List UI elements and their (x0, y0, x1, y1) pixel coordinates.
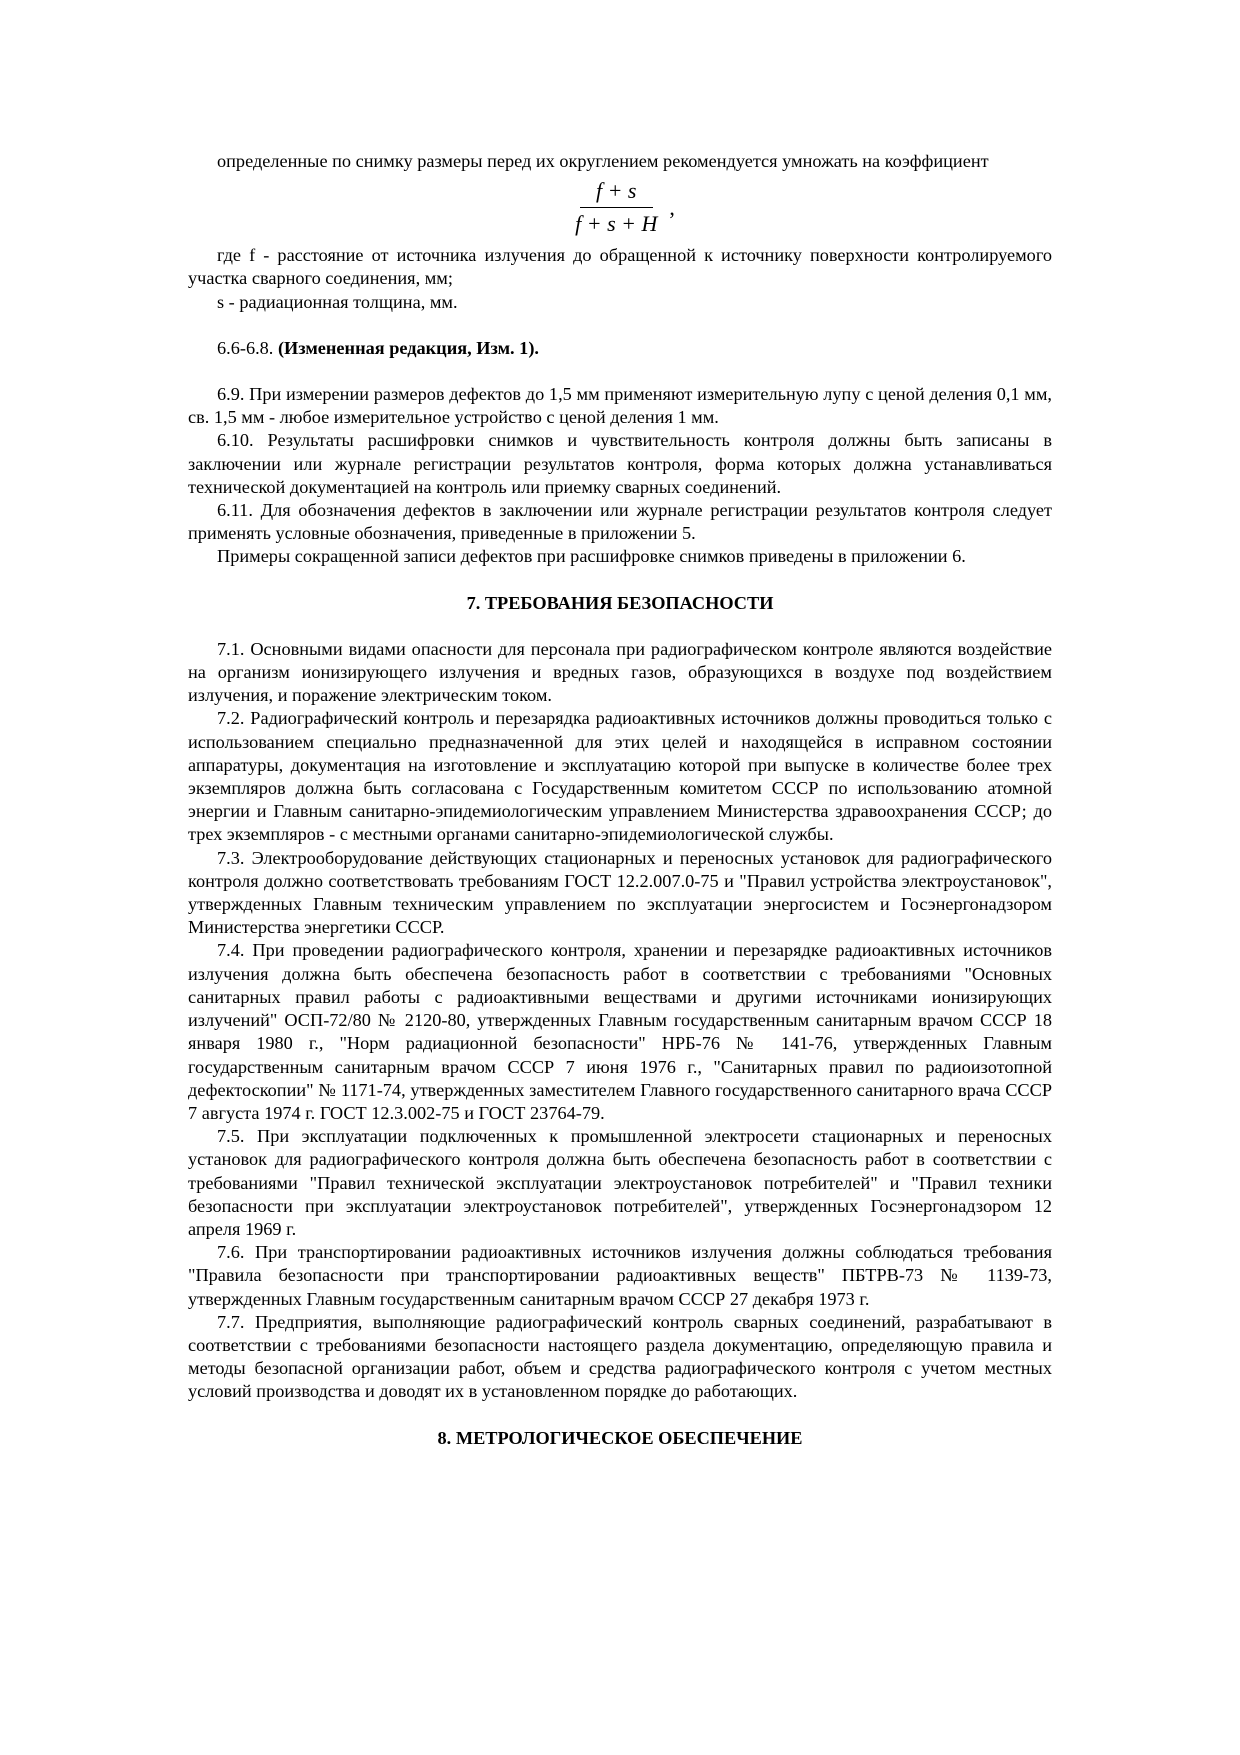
paragraph-7-2: 7.2. Радиографический контроль и перезарядка радиоактивных источников должны проводиться только с использованием специально предназначенной для этих целей и находящейся в исправном состоянии аппаратуры, документация на изготовление и эксплуатацию которой при выпуске в количестве более трех экземпляров должна быть согласована с Государственным комитетом СССР по использованию атомной энергии и Главным санитарно-эпидемиологическим управлением Министерства здравоохранения СССР; до трех экземпляров - с местными органами санитарно-эпидемиологической службы. (188, 708, 1052, 845)
paragraph-7-3: 7.3. Электрооборудование действующих стационарных и переносных установок для радиографического контроля должно соответствовать требованиям ГОСТ 12.2.007.0-75 и "Правил устройства электроустановок", утвержденных Главным техническим управлением по эксплуатации энергосистем и Госэнергонадзором Министерства энергетики СССР. (188, 847, 1052, 938)
document-page (188, 150, 1052, 1450)
section-7-heading: 7. ТРЕБОВАНИЯ БЕЗОПАСНОСТИ (466, 592, 774, 613)
paragraph-6-6-bold: (Измененная редакция, Изм. 1). (277, 337, 539, 358)
formula-fraction (565, 177, 667, 238)
paragraph-s-definition: s - радиационная толщина, мм. (217, 291, 458, 312)
spacer (188, 569, 1052, 592)
formula-denominator: f + s + H (575, 211, 658, 237)
paragraph-7-1: 7.1. Основными видами опасности для персонала при радиографическом контроле являются воздействие на организм ионизирующего излучения и вредных газов, образующихся в воздухе под воздействием излучения, и поражение электрическим током. (188, 638, 1052, 706)
paragraph-7-6: 7.6. При транспортировании радиоактивных источников излучения должны соблюдаться требования "Правила безопасности при транспортировании радиоактивных веществ" ПБТРВ-73 № 1139-73, утвержденных Главным государственным санитарным врачом СССР 27 декабря 1973 г. (188, 1242, 1052, 1309)
spacer (188, 615, 1052, 638)
paragraph-6-6-prefix: 6.6-6.8. (217, 337, 278, 358)
paragraph-7-4: 7.4. При проведении радиографического контроля, хранении и перезарядке радиоактивных источников излучения должна быть обеспечена безопасность работ в соответствии с требованиями "Основных санитарных правил работы с радиоактивными веществами и другими источниками ионизирующих излучений" ОСП-72/80 № 2120-80, утвержденных Главным государственным санитарным врачом СССР 18 января 1980 г., "Норм радиационной безопасности" НРБ-76 № 141-76, утвержденных Главным государственным санитарным врачом СССР 7 июня 1976 г., "Санитарных правил по радиоизотопной дефектоскопии" № 1171-74, утвержденных заместителем Главного государственного санитарного врача СССР 7 августа 1974 г. ГОСТ 12.3.002-75 и ГОСТ 23764-79. (188, 940, 1052, 1123)
paragraph-7-5: 7.5. При эксплуатации подключенных к промышленной электросети стационарных и переносных установок для радиографического контроля должна быть обеспечена безопасность работ в соответствии с требованиями "Правил технической эксплуатации электроустановок потребителей" и "Правил техники безопасности при эксплуатации электроустановок потребителей", утвержденных Госэнергонадзором 12 апреля 1969 г. (188, 1126, 1052, 1239)
formula-numerator: f + s (580, 177, 653, 208)
spacer (188, 1404, 1052, 1427)
formula-comma: , (669, 195, 675, 221)
spacer (188, 314, 1052, 337)
paragraph-7-7: 7.7. Предприятия, выполняющие радиографический контроль сварных соединений, разрабатывают в соответствии с требованиями безопасности настоящего раздела документацию, определяющую правила и методы безопасной организации работ, объем и средства радиографического контроля с учетом местных условий производства и доводят их в установленном порядке до работающих. (188, 1311, 1052, 1402)
paragraph-examples: Примеры сокращенной записи дефектов при расшифровке снимков приведены в приложении 6. (217, 546, 966, 567)
paragraph-6-10: 6.10. Результаты расшифровки снимков и чувствительность контроля должны быть записаны в заключении или журнале регистрации результатов контроля, форма которых должна устанавливаться технической документацией на контроль или приемку сварных соединений. (188, 430, 1052, 497)
paragraph-6-6-6-8 (188, 337, 1052, 360)
formula-coefficient (188, 177, 1052, 238)
section-8-heading: 8. МЕТРОЛОГИЧЕСКОЕ ОБЕСПЕЧЕНИЕ (437, 1427, 803, 1448)
paragraph-6-11: 6.11. Для обозначения дефектов в заключении или журнале регистрации результатов контроля следует применять условные обозначения, приведенные в приложении 5. (188, 500, 1052, 544)
paragraph-6-9: 6.9. При измерении размеров дефектов до 1,5 мм применяют измерительную лупу с ценой деления 0,1 мм, св. 1,5 мм - любое измерительное устройство с ценой деления 1 мм. (188, 384, 1052, 428)
spacer (188, 360, 1052, 383)
paragraph-f-definition: где f - расстояние от источника излучения до обращенной к источнику поверхности контролируемого участка сварного соединения, мм; (188, 245, 1052, 289)
paragraph-coefficient-intro: определенные по снимку размеры перед их округлением рекомендуется умножать на коэффициент (217, 151, 989, 171)
